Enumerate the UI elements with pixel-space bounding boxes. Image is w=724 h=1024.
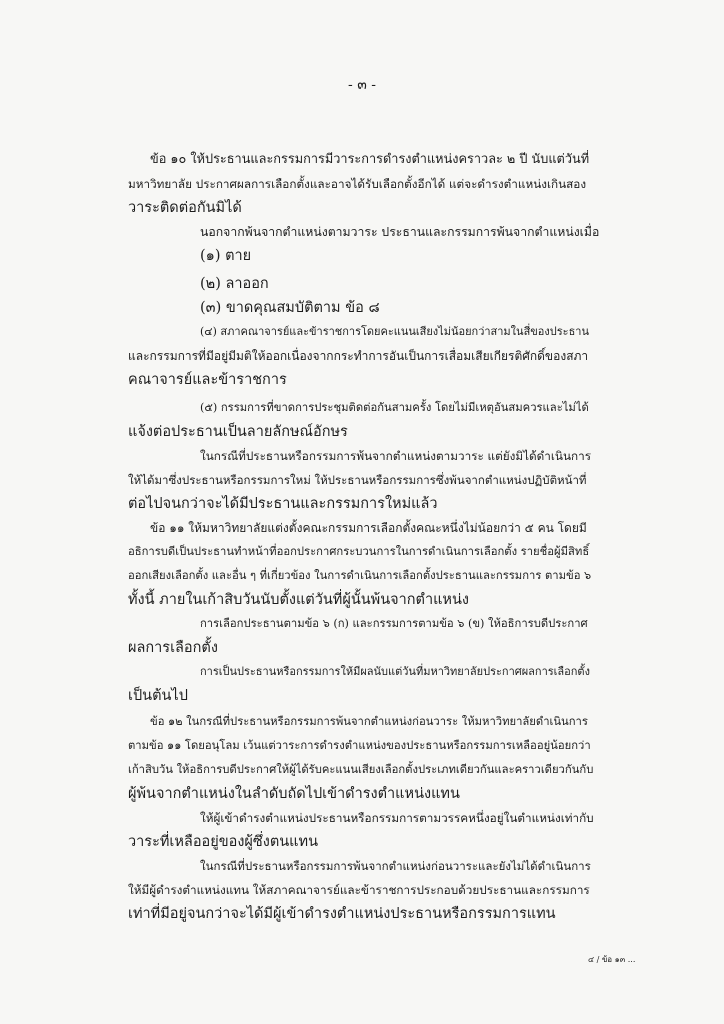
text-line: (๔) สภาคณาจารย์และข้าราชการโดยคะแนนเสียงไม่น้อยกว่าสามในสี่ของประธาน	[200, 325, 589, 338]
text-line: เท่าที่มีอยู่จนกว่าจะได้มีผู้เข้าดำรงตำแหน่งประธานหรือกรรมการแทน	[128, 906, 556, 922]
text-line: การเป็นประธานหรือกรรมการให้มีผลนับแต่วันที่มหาวิทยาลัยประกาศผลการเลือกตั้ง	[200, 665, 590, 678]
text-line: มหาวิทยาลัย ประกาศผลการเลือกตั้งและอาจได้รับเลือกตั้งอีกได้ แต่จะดำรงตำแหน่งเกินสอง	[128, 177, 587, 191]
text-line: ข้อ ๑๒ ในกรณีที่ประธานหรือกรรมการพ้นจากตำแหน่งก่อนวาระ ให้มหาวิทยาลัยดำเนินการ	[150, 715, 588, 728]
text-line: นอกจากพ้นจากตำแหน่งตามวาระ ประธานและกรรมการพ้นจากตำแหน่งเมื่อ	[200, 225, 600, 239]
text-line: การเลือกประธานตามข้อ ๖ (ก) และกรรมการตามข้อ ๖ (ข) ให้อธิการบดีประกาศ	[200, 617, 588, 630]
text-line: ให้ผู้เข้าดำรงตำแหน่งประธานหรือกรรมการตามวรรคหนึ่งอยู่ในตำแหน่งเท่ากับ	[200, 811, 594, 825]
text-line: (๓) ขาดคุณสมบัติตาม ข้อ ๘	[200, 300, 380, 316]
text-line: (๕) กรรมการที่ขาดการประชุมติดต่อกันสามครั้ง โดยไม่มีเหตุอันสมควรและไม่ได้	[200, 401, 589, 414]
text-line: เป็นต้นไป	[128, 688, 188, 704]
text-line: และกรรมการที่มีอยู่มีมติให้ออกเนื่องจากกระทำการอันเป็นการเสื่อมเสียเกียรติศักดิ์ของสภา	[128, 349, 589, 363]
text-line: (๒) ลาออก	[200, 276, 269, 292]
text-line: ข้อ ๑๐ ให้ประธานและกรรมการมีวาระการดำรงตำแหน่งคราวละ ๒ ปี นับแต่วันที่	[150, 152, 590, 167]
text-line: ให้ได้มาซึ่งประธานหรือกรรมการใหม่ ให้ประธานหรือกรรมการซึ่งพ้นจากตำแหน่งปฏิบัติหน้าที่	[128, 473, 587, 487]
text-line: ทั้งนี้ ภายในเก้าสิบวันนับตั้งแต่วันที่ผู้นั้นพ้นจากตำแหน่ง	[128, 592, 469, 608]
text-line: (๑) ตาย	[200, 248, 252, 264]
text-line: ตามข้อ ๑๑ โดยอนุโลม เว้นแต่วาระการดำรงตำแหน่งของประธานหรือกรรมการเหลืออยู่น้อยกว่า	[128, 739, 591, 752]
continuation-ref: ๔ / ข้อ ๑๓ ...	[588, 955, 636, 964]
text-line: ข้อ ๑๑ ให้มหาวิทยาลัยแต่งตั้งคณะกรรมการเลือกตั้งคณะหนึ่งไม่น้อยกว่า ๕ คน โดยมี	[150, 521, 587, 535]
text-line: ผู้พ้นจากตำแหน่งในลำดับถัดไปเข้าดำรงตำแหน่งแทน	[128, 786, 460, 802]
text-line: ในกรณีที่ประธานหรือกรรมการพ้นจากตำแหน่งก่อนวาระและยังไม่ได้ดำเนินการ	[200, 859, 591, 873]
text-line: คณาจารย์และข้าราชการ	[128, 372, 287, 388]
text-line: ต่อไปจนกว่าจะได้มีประธานและกรรมการใหม่แล้ว	[128, 496, 438, 512]
text-line: ผลการเลือกตั้ง	[128, 640, 218, 656]
page-number: - ๓ -	[348, 77, 376, 93]
text-line: เก้าสิบวัน ให้อธิการบดีประกาศให้ผู้ได้รับคะแนนเสียงเลือกตั้งประเภทเดียวกันและคราวเดียวกันกับ	[128, 763, 594, 776]
text-line: อธิการบดีเป็นประธานทำหน้าที่ออกประกาศกระบวนการในการดำเนินการเลือกตั้ง รายชื่อผู้มีสิทธิ์	[128, 545, 590, 558]
text-line: แจ้งต่อประธานเป็นลายลักษณ์อักษร	[128, 424, 348, 440]
text-line: ในกรณีที่ประธานหรือกรรมการพ้นจากตำแหน่งตามวาระ แต่ยังมิได้ดำเนินการ	[200, 449, 592, 463]
text-line: ออกเสียงเลือกตั้ง และอื่น ๆ ที่เกี่ยวข้อง ในการดำเนินการเลือกตั้งประธานและกรรมการ ตามข้อ ๖	[128, 569, 592, 582]
text-line: วาระที่เหลืออยู่ของผู้ซึ่งตนแทน	[128, 834, 318, 850]
text-line: วาระติดต่อกันมิได้	[128, 200, 242, 216]
text-line: ให้มีผู้ดำรงตำแหน่งแทน ให้สภาคณาจารย์และข้าราชการประกอบด้วยประธานและกรรมการ	[128, 883, 590, 897]
